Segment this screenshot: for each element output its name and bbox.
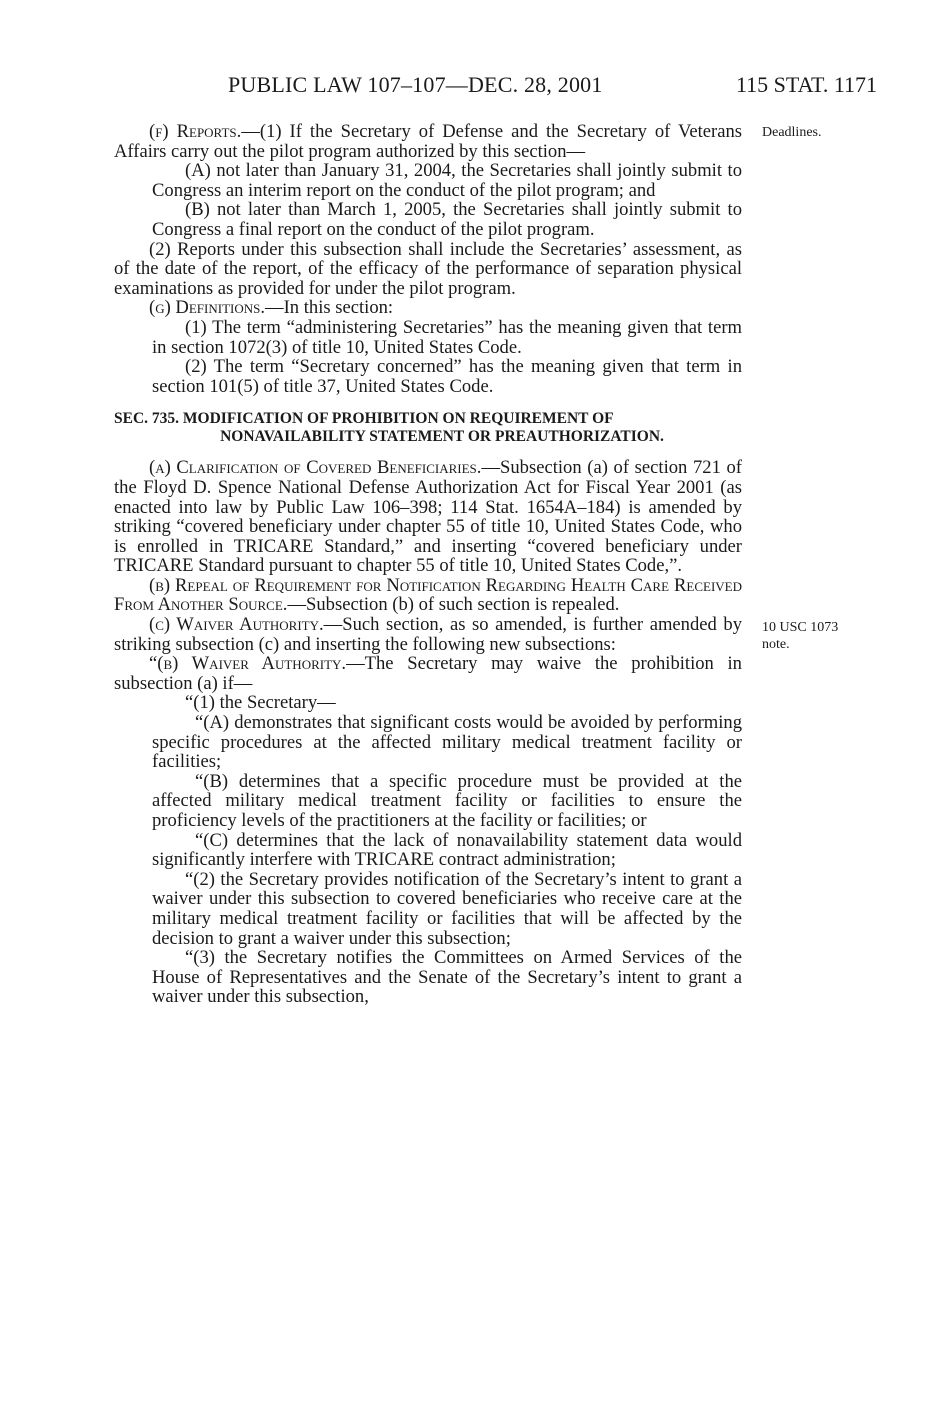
running-header-title: PUBLIC LAW 107–107—DEC. 28, 2001 [228,72,603,97]
subsection-735-c [114,615,742,654]
quoted-clause-C: “(C) determines that the lack of nonavailability statement data would significantly interfere with TRICARE contract administration; [152,829,742,871]
margin-note-usc [762,619,838,653]
subsection-735-b [114,576,742,615]
paragraph-f-2: (2) Reports under this subsection shall include the Secretaries’ assessment, as of the date of the report, of the efficacy of the performance of separation physical examinations as provided for under the pilot program. [114,238,742,299]
definition-2: (2) The term “Secretary concerned” has the meaning given that term in section 101(5) of title 37, United States Code. [152,356,742,397]
subsection-f-heading: (f) Reports. [149,121,242,142]
quoted-paragraph-2: “(2) the Secretary provides notification of the Secretary’s intent to grant a waiver under this subsection to covered beneficiaries who receive care at the military medical treatment facility or facilities that will be affected by the decision to grant a waiver under this subsection; [152,868,742,949]
subsection-735-b-text: —Subsection (b) of such section is repealed. [287,594,620,616]
quoted-subsection-b-text: —The Secretary may waive the prohibition in subsection (a) if— [114,653,742,694]
statute-body [114,122,742,1007]
quoted-clause-B: “(B) determines that a specific procedure must be provided at the affected military medical treatment facility or facilities to ensure the proficiency levels of the practitioners at the facility or facilities; or [152,770,742,831]
subsection-g-heading: (g) Definitions. [149,297,265,319]
quoted-clause-A: “(A) demonstrates that significant costs would be avoided by performing specific procedures at the affected military medical treatment facility or facilities; [152,712,742,773]
subsection-735-b-heading: (b) Repeal of Requirement for Notification Regarding Health Care Received From Another Source. [114,574,742,616]
quoted-paragraph-3: “(3) the Secretary notifies the Committees on Armed Services of the House of Representatives and the Senate of the Secretary’s intent to grant a waiver under this subsection, [152,947,742,1008]
quoted-paragraph-1: “(1) the Secretary— [185,692,336,714]
margin-note-deadlines: Deadlines. [762,125,822,140]
quoted-subsection-b-heading: “(b) Waiver Authority. [149,653,347,675]
margin-note-usc-line2: note. [762,637,790,652]
clause-f-B: (B) not later than March 1, 2005, the Secretaries shall jointly submit to Congress a final report on the conduct of the pilot program. [152,199,742,240]
running-header-page-ref: 115 STAT. 1171 [736,72,878,97]
subsection-735-a [114,458,742,576]
quoted-subsection-b [114,654,742,693]
subsection-735-c-heading: (c) Waiver Authority. [149,614,324,636]
section-735-title-line1: SEC. 735. MODIFICATION OF PROHIBITION ON REQUIREMENT OF [114,410,614,428]
paragraph-g [114,298,742,318]
paragraph-f-1-text: —(1) If the Secretary of Defense and the Secretary of Veterans Affairs carry out the pilot program authorized by this section— [114,121,743,162]
subsection-735-a-heading: (a) Clarification of Covered Beneficiaries. [149,457,482,479]
section-735-title [114,410,742,446]
definition-1: (1) The term “administering Secretaries” has the meaning given that term in section 1072(3) of title 10, United States Code. [152,316,742,358]
paragraph-g-intro: —In this section: [265,297,394,319]
subsection-735-c-text: —Such section, as so amended, is further amended by striking subsection (c) and inserting the following new subsections: [114,614,742,655]
paragraph-f-1 [114,122,742,161]
clause-f-A: (A) not later than January 31, 2004, the Secretaries shall jointly submit to Congress an interim report on the conduct of the pilot program; and [152,160,742,201]
margin-note-usc-line1: 10 USC 1073 [762,620,839,635]
section-735-title-line2: NONAVAILABILITY STATEMENT OR PREAUTHORIZATION. [220,428,664,446]
subsection-735-a-text: —Subsection (a) of section 721 of the Floyd D. Spence National Defense Authorization Act for Fiscal Year 2001 (as enacted into law by Public Law 106–398; 114 Stat. 1654A–184) is amended by striking “covered beneficiary under chapter 55 of title 10, United States Code, who is enrolled in TRICARE Standard,” and inserting “covered beneficiary under TRICARE Standard pursuant to chapter 55 of title 10, United States Code,”. [114,457,742,577]
